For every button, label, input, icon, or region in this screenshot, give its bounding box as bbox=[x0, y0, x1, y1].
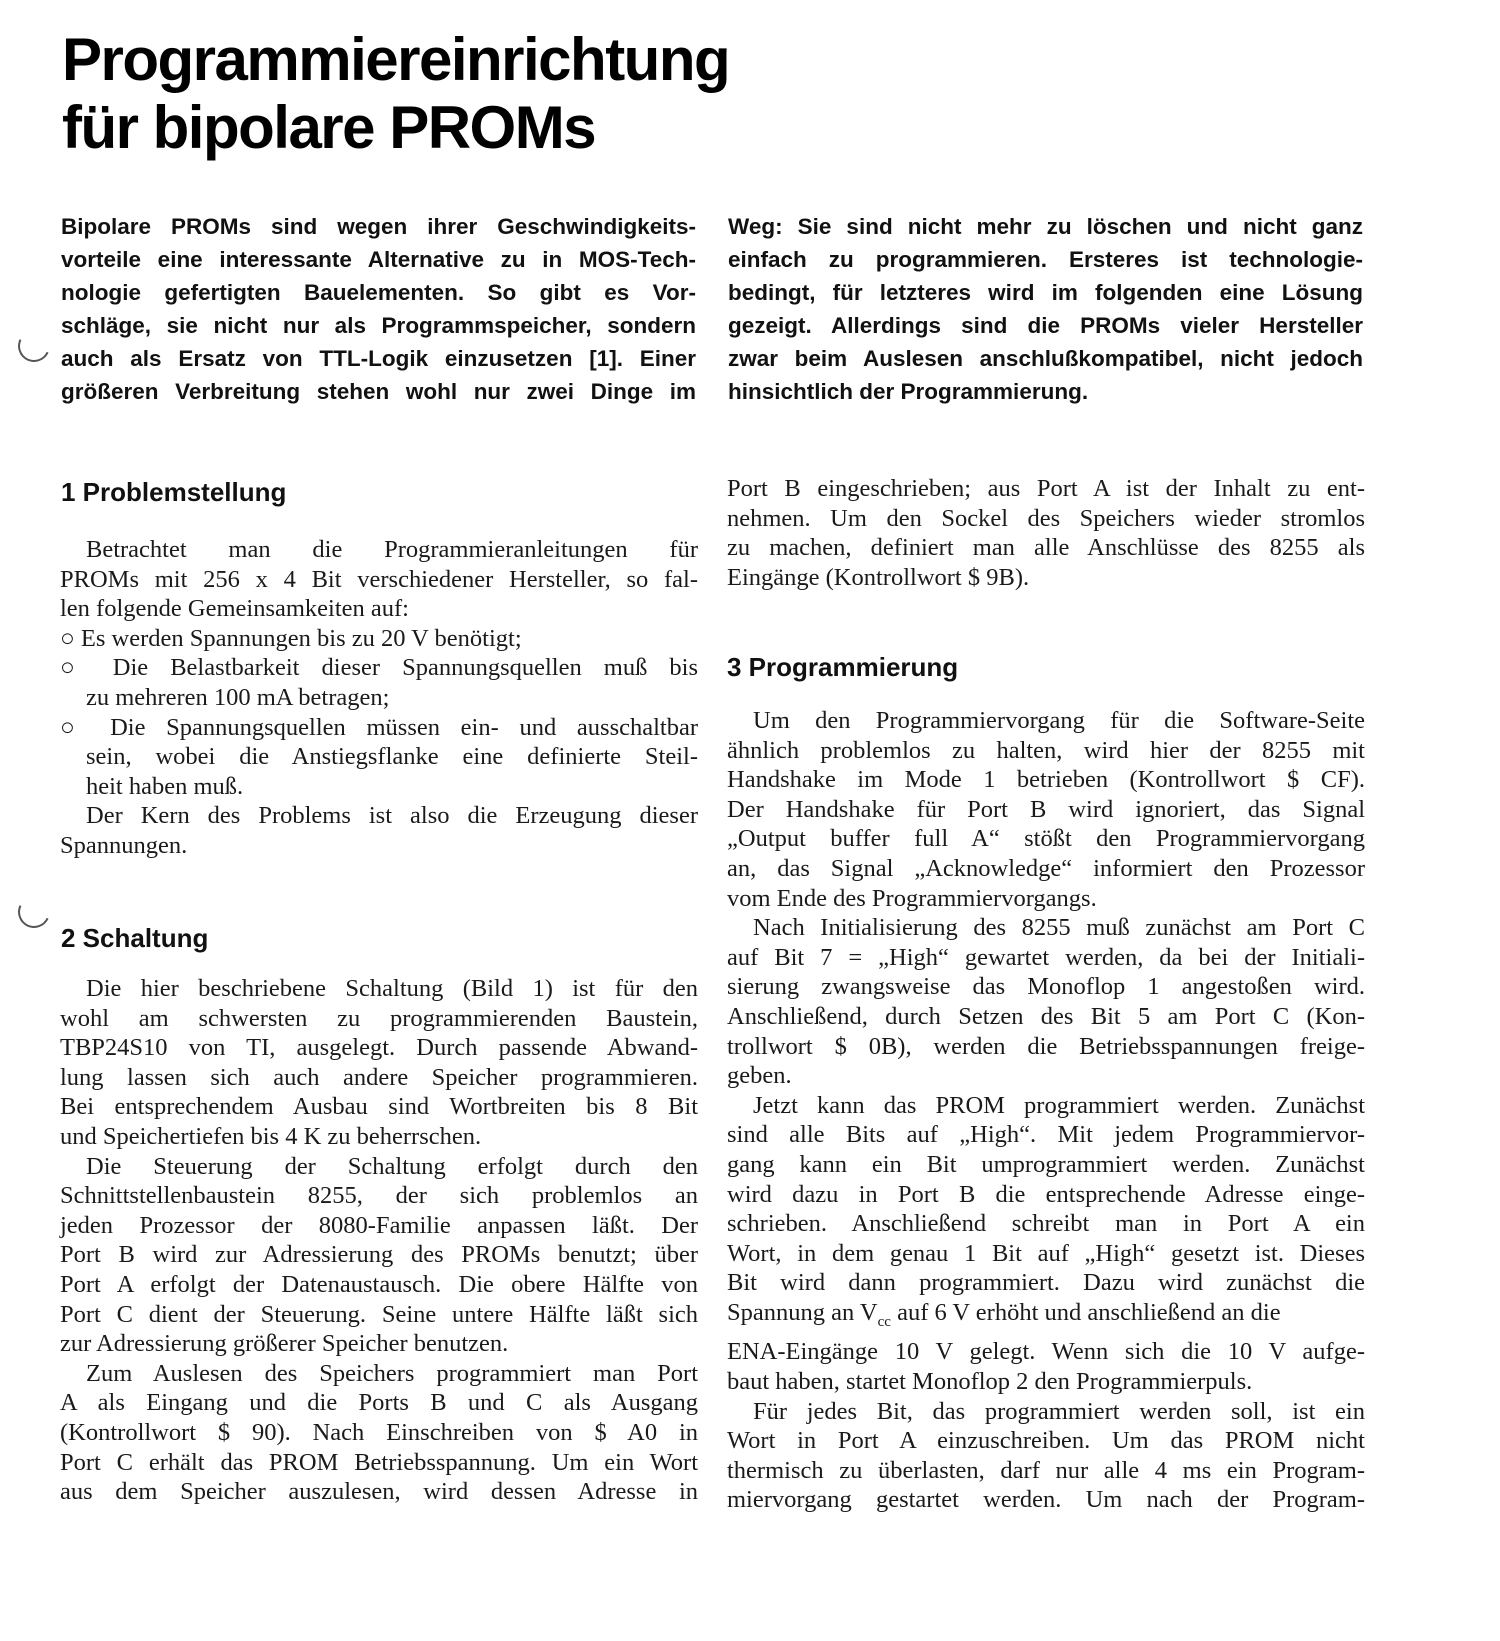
text-line: Eingänge (Kontrollwort $ 9B). bbox=[727, 563, 1030, 591]
article-title bbox=[62, 26, 729, 162]
text-line: Port C dient der Steuerung. Seine untere Hälfte läßt sich bbox=[60, 1300, 698, 1328]
section-heading-problemstellung: 1 Problemstellung bbox=[61, 477, 287, 507]
bullet-item: ○ Die Belastbarkeit dieser Spannungsquellen muß bis bbox=[60, 654, 698, 682]
text-line: TBP24S10 von TI, ausgelegt. Durch passende Abwand- bbox=[60, 1034, 698, 1062]
intro-left bbox=[61, 210, 696, 408]
subscript-cc: cc bbox=[877, 1313, 891, 1330]
margin-mark bbox=[13, 325, 54, 366]
title-line: für bipolare PROMs bbox=[62, 94, 596, 161]
text-line: auf Bit 7 = „High“ gewartet werden, da bei der Initiali- bbox=[727, 943, 1365, 971]
text-line: miervorgang gestartet werden. Um nach der Program- bbox=[727, 1486, 1365, 1514]
intro-right bbox=[728, 210, 1363, 408]
text-line: Nach Initialisierung des 8255 muß zunächst am Port C bbox=[753, 914, 1365, 942]
text-line: Betrachtet man die Programmieranleitungen für bbox=[86, 536, 698, 563]
text-line: Handshake im Mode 1 betrieben (Kontrollwort $ CF). bbox=[727, 766, 1365, 794]
text-line: Port A erfolgt der Datenaustausch. Die obere Hälfte von bbox=[60, 1270, 698, 1298]
bullet-item-cont: zu mehreren 100 mA betragen; bbox=[86, 683, 390, 711]
text-line-part: auf 6 V erhöht und anschließend an die bbox=[890, 1298, 1281, 1326]
text-line: zur Adressierung größerer Speicher benutzen. bbox=[60, 1330, 509, 1358]
intro-line: hinsichtlich der Programmierung. bbox=[728, 379, 1089, 404]
text-line: Die Steuerung der Schaltung erfolgt durch den bbox=[86, 1152, 698, 1180]
intro-line: zwar beim Auslesen anschlußkompatibel, nicht jedoch bbox=[728, 346, 1363, 371]
intro-line: einfach zu programmieren. Ersteres ist technologie- bbox=[728, 247, 1363, 272]
text-line: Schnittstellenbaustein 8255, der sich problemlos an bbox=[60, 1182, 698, 1210]
text-line: Der Kern des Problems ist also die Erzeugung dieser bbox=[86, 802, 698, 830]
intro-line: Weg: Sie sind nicht mehr zu löschen und nicht ganz bbox=[728, 214, 1363, 239]
text-line: baut haben, startet Monoflop 2 den Programmierpuls. bbox=[727, 1367, 1253, 1395]
intro-line: bedingt, für letzteres wird im folgenden eine Lösung bbox=[728, 280, 1363, 305]
margin-mark bbox=[13, 891, 54, 932]
intro-line: größeren Verbreitung stehen wohl nur zwei Dinge im bbox=[61, 379, 696, 404]
text-line: Zum Auslesen des Speichers programmiert man Port bbox=[86, 1359, 698, 1387]
text-line: Um den Programmiervorgang für die Software-Seite bbox=[753, 707, 1365, 734]
text-line: Port B wird zur Adressierung des PROMs benutzt; über bbox=[60, 1241, 698, 1269]
text-line: Bei entsprechendem Ausbau sind Wortbreiten bis 8 Bit bbox=[60, 1093, 698, 1121]
intro-line: auch als Ersatz von TTL-Logik einzusetzen [1]. Einer bbox=[61, 346, 696, 371]
text-line: A als Eingang und die Ports B und C als Ausgang bbox=[60, 1389, 698, 1417]
section-schaltung-continued bbox=[727, 474, 1365, 592]
text-line: nehmen. Um den Sockel des Speichers wieder stromlos bbox=[727, 504, 1365, 532]
text-line: Wort, in dem genau 1 Bit auf „High“ gesetzt ist. Dieses bbox=[727, 1239, 1365, 1267]
text-line: Für jedes Bit, das programmiert werden soll, ist ein bbox=[753, 1397, 1365, 1425]
text-line: ENA-Eingänge 10 V gelegt. Wenn sich die 10 V aufge- bbox=[727, 1338, 1365, 1366]
intro-line: gezeigt. Allerdings sind die PROMs vieler Hersteller bbox=[728, 313, 1363, 338]
text-line: sierung zwangsweise das Monoflop 1 angestoßen wird. bbox=[727, 973, 1365, 1001]
text-line: Spannungen. bbox=[60, 831, 188, 859]
bullet-item: ○ Die Spannungsquellen müssen ein- und ausschaltbar bbox=[60, 713, 698, 741]
text-line: Jetzt kann das PROM programmiert werden. Zunächst bbox=[753, 1091, 1365, 1119]
intro-line: schläge, sie nicht nur als Programmspeicher, sondern bbox=[61, 313, 696, 338]
text-line: aus dem Speicher auszulesen, wird dessen Adresse in bbox=[60, 1478, 698, 1506]
text-line: zu machen, definiert man alle Anschlüsse des 8255 als bbox=[727, 534, 1365, 562]
text-line: trollwort $ 0B), werden die Betriebsspannungen freige- bbox=[727, 1032, 1365, 1060]
text-line: jeden Prozessor der 8080-Familie anpassen läßt. Der bbox=[60, 1211, 698, 1239]
intro-line: vorteile eine interessante Alternative zu in MOS-Tech- bbox=[61, 247, 696, 272]
title-line: Programmiereinrichtung bbox=[62, 26, 730, 93]
text-line-part: Spannung an V bbox=[727, 1298, 878, 1326]
text-line: wohl am schwersten zu programmierenden Baustein, bbox=[60, 1004, 698, 1032]
text-line: Anschließend, durch Setzen des Bit 5 am Port C (Kon- bbox=[727, 1002, 1365, 1030]
text-line: PROMs mit 256 x 4 Bit verschiedener Hersteller, so fal- bbox=[60, 565, 698, 593]
text-line bbox=[60, 974, 698, 1004]
text-line: lung lassen sich auch andere Speicher programmieren. bbox=[60, 1063, 698, 1091]
text-line: Der Handshake für Port B wird ignoriert, das Signal bbox=[727, 795, 1365, 823]
text-line: len folgende Gemeinsamkeiten auf: bbox=[60, 595, 409, 623]
text-line: wird dazu in Port B die entsprechende Adresse einge- bbox=[727, 1180, 1365, 1208]
text-line: Wort in Port A einzuschreiben. Um das PROM nicht bbox=[727, 1427, 1365, 1455]
text-line-part bbox=[727, 1298, 1281, 1337]
text-line: Port B eingeschrieben; aus Port A ist der Inhalt zu ent- bbox=[727, 475, 1365, 502]
bullet-item-cont: sein, wobei die Anstiegsflanke eine definierte Steil- bbox=[86, 743, 698, 771]
text-line: geben. bbox=[727, 1062, 792, 1090]
section-schaltung-text bbox=[60, 974, 698, 1507]
intro-line: nologie gefertigten Bauelementen. So gibt es Vor- bbox=[61, 280, 696, 305]
text-line: Bit wird dann programmiert. Dazu wird zunächst die bbox=[727, 1269, 1365, 1297]
text-line: gang kann ein Bit umprogrammiert werden. Zunächst bbox=[727, 1150, 1365, 1178]
section-problemstellung-text bbox=[60, 535, 698, 861]
text-line: thermisch zu überlasten, darf nur alle 4 ms ein Program- bbox=[727, 1456, 1365, 1484]
text-line: „Output buffer full A“ stößt den Programmiervorgang bbox=[727, 825, 1365, 853]
intro-line: Bipolare PROMs sind wegen ihrer Geschwindigkeits- bbox=[61, 214, 696, 239]
section-heading-programmierung: 3 Programmierung bbox=[727, 652, 959, 682]
bullet-item-cont: heit haben muß. bbox=[86, 772, 244, 800]
text-line: Port C erhält das PROM Betriebsspannung. Um ein Wort bbox=[60, 1448, 698, 1476]
text-line: (Kontrollwort $ 90). Nach Einschreiben von $ A0 in bbox=[60, 1418, 698, 1446]
text-line-vcc bbox=[727, 1298, 1365, 1337]
text-line: vom Ende des Programmiervorgangs. bbox=[727, 884, 1097, 912]
text-line: sind alle Bits auf „High“. Mit jedem Programmiervor- bbox=[727, 1121, 1365, 1149]
text-line-part: Die hier beschriebene Schaltung (Bild 1) ist für den bbox=[86, 975, 698, 1002]
bullet-item: ○ Es werden Spannungen bis zu 20 V benötigt; bbox=[60, 624, 522, 652]
text-line: ähnlich problemlos zu halten, wird hier der 8255 mit bbox=[727, 736, 1365, 764]
text-line: schrieben. Anschließend schreibt man in Port A ein bbox=[727, 1210, 1365, 1238]
section-heading-schaltung: 2 Schaltung bbox=[61, 923, 209, 953]
text-line: an, das Signal „Acknowledge“ informiert den Prozessor bbox=[727, 854, 1365, 882]
section-programmierung-text bbox=[727, 706, 1365, 1515]
text-line: und Speichertiefen bis 4 K zu beherrschen. bbox=[60, 1122, 482, 1150]
